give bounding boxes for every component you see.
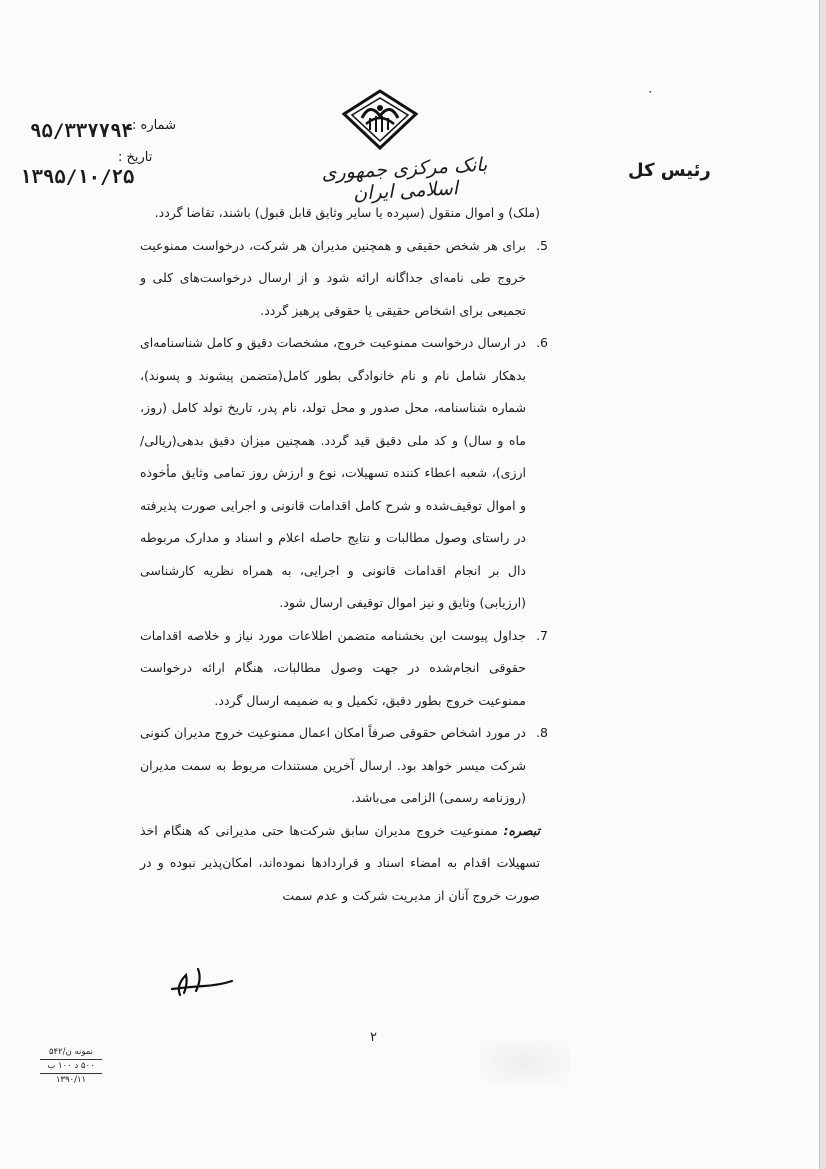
items-list [140, 230, 548, 815]
letter-body [140, 197, 548, 912]
item-text: در ارسال درخواست ممنوعیت خروج، مشخصات دقیق و کامل شناسنامه‌ای بدهکار شامل نام و نام خانوادگی بطور کامل(متضمن پیشوند و پسوند)، شماره شناسنامه، محل صدور و محل تولد، نام پدر، تاریخ تولد کامل (روز، ماه و سال) و کد ملی دقیق قید گردد. همچنین میزان دقیق بدهی(ریالی/ارزی)، شعبه اعطاء کننده تسهیلات، نوع و ارزش روز تمامی وثایق مأخوذه و اموال توقیف‌شده و شرح کامل اقدامات قانونی و اجرایی صورت پذیرفته در راستای وصول مطالبات و نتایج حاصله اعلام و اسناد و مدارک مربوطه دال بر انجام اقدامات قانونی و اجرایی، به همراه نظریه کارشناسی (ارزیابی) وثایق و نیز اموال توقیفی ارسال شود. [140, 335, 526, 610]
number-label: شماره : [132, 118, 176, 133]
list-item [140, 620, 548, 718]
item-text: جداول پیوست این بخشنامه متضمن اطلاعات مورد نیاز و خلاصه اقدامات حقوقی انجام‌شده در جهت وصول مطالبات، هنگام ارائه درخواست ممنوعیت خروج بطور دقیق، تکمیل و به ضمیمه ارسال گردد. [140, 627, 526, 708]
list-item [140, 327, 548, 620]
form-code: نمونه ن/۵۴۲ [40, 1046, 102, 1060]
list-item [140, 717, 548, 815]
form-date: ۱۳۹۰/۱۱ [55, 1075, 87, 1085]
paper-smudge [480, 1040, 570, 1085]
item-number: 5. [536, 237, 548, 253]
note-paragraph [140, 815, 540, 913]
note-text: ممنوعیت خروج مدیران سابق شرکت‌ها حتی مدیرانی که هنگام اخذ تسهیلات اقدام به امضاء اسناد و قراردادها نموده‌اند، امکان‌پذیر نبوده و در صورت خروج آنان از مدیریت شرکت و عدم سمت [140, 822, 540, 903]
item-text: برای هر شخص حقیقی و همچنین مدیران هر شرکت، درخواست ممنوعیت خروج طی نامه‌ای جداگانه ارائه شود و از ارسال درخواست‌های کلی و تجمیعی برای اشخاص حقیقی یا حقوقی پرهیز گردد. [140, 237, 526, 318]
signature-icon [168, 965, 238, 999]
form-code-box [40, 1046, 102, 1087]
date-label: تاریخ : [118, 150, 153, 165]
page-number: ۲ [370, 1030, 377, 1045]
note-title: تبصره: [503, 822, 540, 838]
item-number: 8. [536, 725, 548, 740]
number-value: ۹۵/۳۳۷۷۹۴ [30, 120, 133, 142]
bank-name-logotype: بانک مرکزی جمهوری اسلامی ایران [321, 153, 488, 205]
item-number: 6. [536, 335, 548, 350]
page-edge [819, 0, 826, 1169]
item-text: در مورد اشخاص حقوقی صرفاً امکان اعمال ممنوعیت خروج مدیران کنونی شرکت میسر خواهد بود. ارسال آخرین مستندات مربوط به سمت مدیران (روزنامه رسمی) الزامی می‌باشد. [140, 725, 526, 805]
list-item [140, 230, 548, 328]
bank-logo-icon [340, 88, 420, 152]
corner-mark: ٠ [647, 84, 654, 98]
date-value: ۱۳۹۵/۱۰/۲۵ [20, 166, 135, 188]
item-number: 7. [536, 627, 548, 643]
form-print-run: ۵۰۰ د ۱۰۰ ب [40, 1060, 102, 1074]
recipient-title: رئیس کل [628, 160, 711, 181]
intro-paragraph: (ملک) و اموال منقول (سپرده یا سایر وثایق قابل قبول) باشند، تقاضا گردد. [154, 205, 540, 220]
